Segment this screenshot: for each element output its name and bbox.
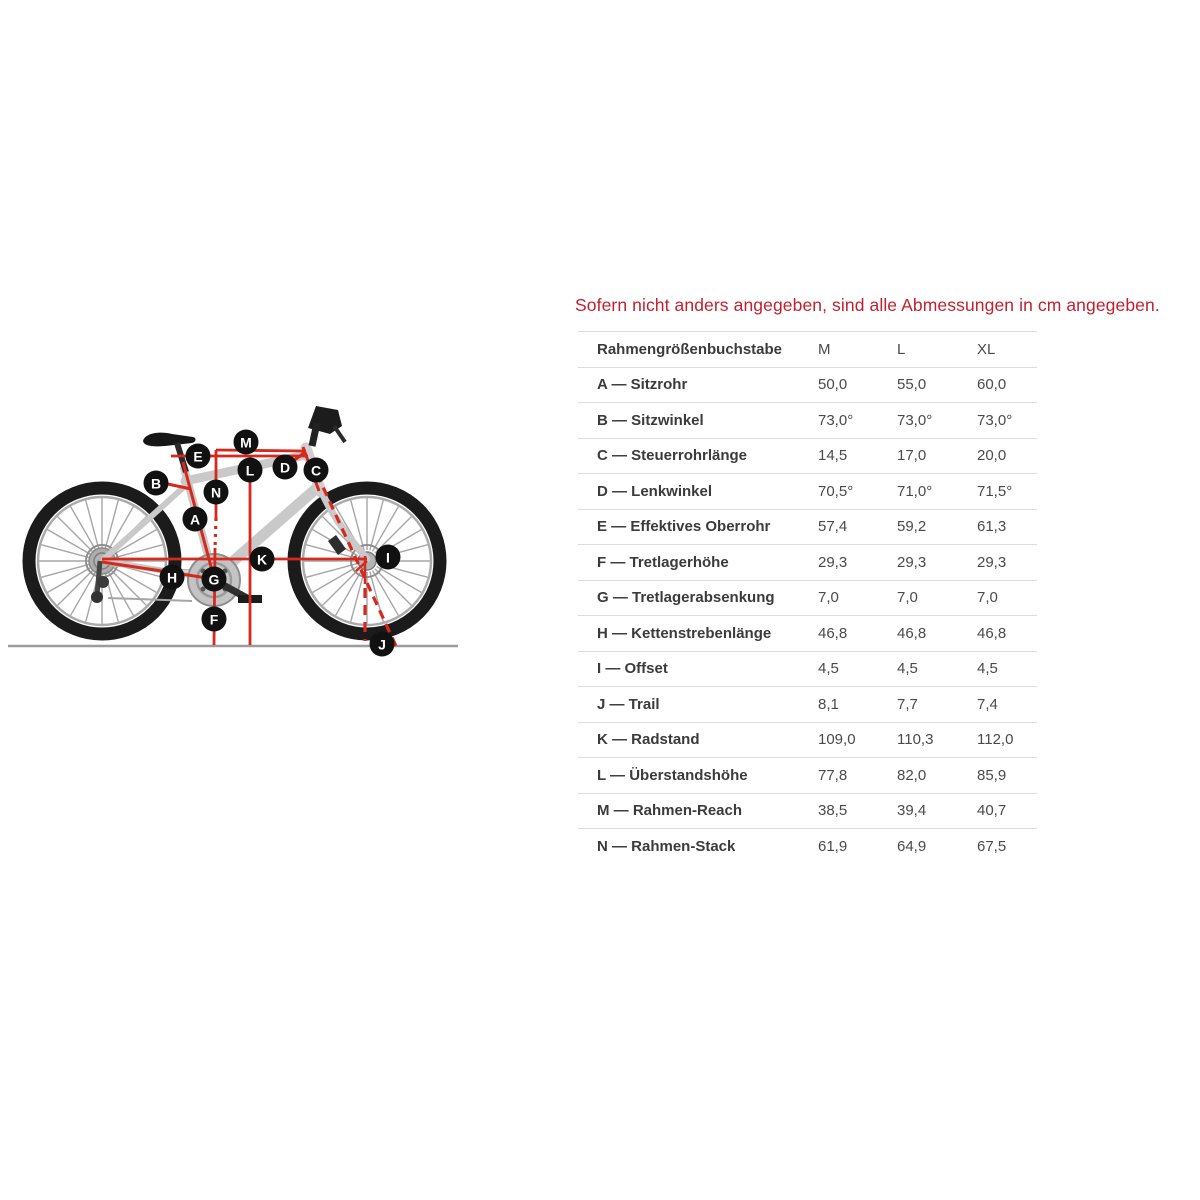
- row-value-l: 7,7: [897, 695, 918, 713]
- row-value-m: 46,8: [818, 624, 848, 642]
- row-value-l: 39,4: [897, 802, 927, 820]
- spoke: [105, 500, 118, 550]
- row-value-xl: 7,0: [977, 589, 998, 607]
- row-value-xl: 29,3: [977, 553, 1007, 571]
- table-row: [578, 509, 1037, 545]
- svg-text:B: B: [150, 475, 162, 492]
- row-value-l: 7,0: [897, 589, 918, 607]
- table-row: [578, 544, 1037, 580]
- row-value-xl: 112,0: [977, 731, 1014, 749]
- svg-text:N: N: [210, 484, 222, 501]
- row-value-m: 7,0: [818, 589, 839, 607]
- spoke: [57, 516, 94, 553]
- row-value-l: 110,3: [897, 731, 934, 749]
- row-value-xl: 85,9: [977, 766, 1007, 784]
- table-header-row: [578, 331, 1037, 367]
- row-value-m: 8,1: [818, 695, 839, 713]
- svg-text:L: L: [245, 462, 255, 479]
- table-row: [578, 438, 1037, 474]
- row-value-l: 4,5: [897, 660, 918, 678]
- row-value-m: 4,5: [818, 660, 839, 678]
- table-row: [578, 828, 1037, 864]
- table-row: [578, 686, 1037, 722]
- geometry-table: [578, 331, 1037, 864]
- row-value-l: 73,0°: [897, 411, 933, 429]
- diagram-label-C: [304, 458, 329, 483]
- row-value-m: 77,8: [818, 766, 848, 784]
- spoke: [322, 569, 359, 606]
- row-value-l: 46,8: [897, 624, 927, 642]
- header-col-l: L: [897, 340, 906, 358]
- row-label: F — Tretlagerhöhe: [597, 553, 729, 571]
- table-row: [578, 580, 1037, 616]
- diagram-label-A: [183, 507, 208, 532]
- row-value-l: 59,2: [897, 518, 927, 536]
- table-row: [578, 615, 1037, 651]
- chain: [108, 598, 192, 601]
- table-row: [578, 367, 1037, 403]
- spoke: [41, 564, 91, 577]
- row-value-l: 29,3: [897, 553, 927, 571]
- svg-text:G: G: [208, 571, 220, 588]
- header-col-xl: XL: [977, 340, 996, 358]
- table-row: [578, 793, 1037, 829]
- row-value-l: 82,0: [897, 766, 927, 784]
- row-label: B — Sitzwinkel: [597, 411, 704, 429]
- table-row: [578, 473, 1037, 509]
- row-label: M — Rahmen-Reach: [597, 802, 743, 820]
- table-row: [578, 651, 1037, 687]
- table-row: [578, 402, 1037, 438]
- diagram-label-N: [204, 480, 229, 505]
- diagram-label-L: [238, 458, 263, 483]
- row-value-l: 71,0°: [897, 482, 933, 500]
- svg-text:I: I: [386, 549, 390, 566]
- row-label: K — Radstand: [597, 731, 700, 749]
- row-value-xl: 40,7: [977, 802, 1007, 820]
- row-label: G — Tretlagerabsenkung: [597, 589, 775, 607]
- diagram-label-B: [144, 471, 169, 496]
- spoke: [306, 564, 356, 577]
- diagram-label-J: [370, 632, 395, 657]
- diagram-label-E: [186, 444, 211, 469]
- svg-text:J: J: [378, 636, 386, 653]
- svg-text:F: F: [209, 611, 219, 628]
- derailleur-pulley: [91, 591, 103, 603]
- saddle: [143, 433, 196, 447]
- row-label: J — Trail: [597, 695, 660, 713]
- svg-text:M: M: [240, 434, 252, 451]
- row-value-m: 14,5: [818, 447, 848, 465]
- row-value-xl: 4,5: [977, 660, 998, 678]
- row-value-xl: 71,5°: [977, 482, 1013, 500]
- row-value-m: 70,5°: [818, 482, 854, 500]
- spoke: [57, 569, 94, 606]
- diagram-label-M: [234, 430, 259, 455]
- diagram-label-K: [250, 547, 275, 572]
- diagram-label-I: [376, 545, 401, 570]
- spoke: [86, 500, 99, 550]
- svg-text:D: D: [279, 459, 291, 476]
- svg-text:C: C: [310, 462, 322, 479]
- brake-lever: [334, 426, 345, 442]
- diagram-label-D: [273, 455, 298, 480]
- header-col-m: M: [818, 340, 831, 358]
- spoke: [41, 545, 91, 558]
- diagram-label-G: [202, 567, 227, 592]
- row-value-m: 109,0: [818, 731, 856, 749]
- row-value-l: 64,9: [897, 837, 927, 855]
- diagram-label-H: [160, 565, 185, 590]
- header-size-letter: Rahmengrößenbuchstabe: [597, 340, 783, 358]
- row-label: L — Überstandshöhe: [597, 766, 748, 784]
- row-value-xl: 46,8: [977, 624, 1007, 642]
- row-value-m: 38,5: [818, 802, 848, 820]
- row-label: N — Rahmen-Stack: [597, 837, 736, 855]
- row-value-m: 50,0: [818, 376, 848, 394]
- row-value-m: 57,4: [818, 518, 848, 536]
- table-row: [578, 722, 1037, 758]
- stem: [312, 423, 317, 446]
- row-value-xl: 20,0: [977, 447, 1007, 465]
- row-value-xl: 67,5: [977, 837, 1007, 855]
- row-value-xl: 61,3: [977, 518, 1007, 536]
- row-value-xl: 60,0: [977, 376, 1007, 394]
- spoke: [351, 572, 364, 622]
- svg-text:K: K: [256, 551, 268, 568]
- measurement-note: Sofern nicht anders angegeben, sind alle Abmessungen in cm angegeben.: [575, 295, 1160, 315]
- row-label: C — Steuerrohrlänge: [597, 447, 748, 465]
- svg-text:A: A: [189, 511, 201, 528]
- bike-geometry-diagram: [0, 388, 470, 663]
- svg-text:E: E: [193, 448, 203, 465]
- row-value-xl: 73,0°: [977, 411, 1013, 429]
- table-row: [578, 757, 1037, 793]
- line-N-stack-dotted: [215, 518, 216, 548]
- row-value-xl: 7,4: [977, 695, 998, 713]
- row-label: I — Offset: [597, 660, 668, 678]
- spoke: [370, 500, 383, 550]
- diagram-label-F: [202, 607, 227, 632]
- row-label: A — Sitzrohr: [597, 376, 688, 394]
- spoke: [375, 569, 412, 606]
- row-label: H — Kettenstrebenlänge: [597, 624, 772, 642]
- row-value-m: 61,9: [818, 837, 848, 855]
- row-label: D — Lenkwinkel: [597, 482, 713, 500]
- row-value-m: 73,0°: [818, 411, 854, 429]
- row-value-l: 17,0: [897, 447, 927, 465]
- row-value-l: 55,0: [897, 376, 927, 394]
- row-label: E — Effektives Oberrohr: [597, 518, 771, 536]
- row-value-m: 29,3: [818, 553, 848, 571]
- line-M-reach: [216, 450, 306, 451]
- svg-text:H: H: [166, 569, 178, 586]
